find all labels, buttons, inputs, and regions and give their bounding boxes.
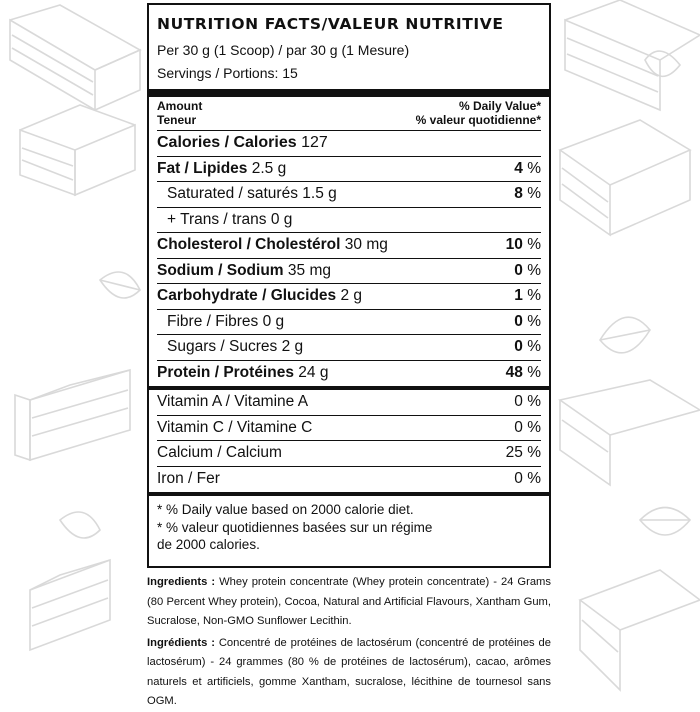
cake-slice-icon <box>560 380 700 485</box>
nutrient-amount: 0 g <box>262 312 285 330</box>
footnote-line: * % valeur quotidiennes basées sur un régime <box>157 519 433 535</box>
servings-count: Servings / Portions: 15 <box>157 65 298 81</box>
nutrient-dv: 8 <box>514 185 523 203</box>
nutrient-row-sodium <box>157 259 541 285</box>
nutrient-row-fat <box>157 157 541 183</box>
teneur-label: Teneur <box>157 113 197 127</box>
leaf-icon <box>600 317 650 353</box>
nutrient-name: Protein / Protéines <box>157 364 294 382</box>
nutrition-title: NUTRITION FACTS/VALEUR NUTRITIVE <box>157 15 504 33</box>
percent-sign: % <box>527 338 541 356</box>
percent-sign: % <box>527 236 541 254</box>
nutrient-name: Saturated / saturés <box>167 185 298 203</box>
footnote-line: de 2000 calories. <box>157 537 260 552</box>
vitamin-row-calcium <box>157 441 541 467</box>
daily-value-label-fr: % valeur quotidienne* <box>415 113 541 127</box>
footnote <box>157 496 541 554</box>
percent-sign: % <box>527 159 541 177</box>
cake-slice-icon <box>560 120 690 235</box>
nutrient-name: Fat / Lipides <box>157 159 248 177</box>
leaf-icon <box>100 272 140 298</box>
nutrient-dv: 4 <box>514 159 523 177</box>
nutrient-amount: 0 g <box>270 210 293 228</box>
vitamin-dv: 0 % <box>514 470 541 488</box>
nutrition-facts-panel <box>147 3 551 568</box>
ingredients-en-label: Ingredients : <box>147 576 216 588</box>
percent-sign: % <box>527 185 541 203</box>
nutrient-name: Carbohydrate / Glucides <box>157 287 337 305</box>
cake-slice-icon <box>30 560 110 650</box>
nutrient-amount: 30 mg <box>344 236 388 254</box>
cake-slice-icon <box>565 0 700 110</box>
vitamin-name: Calcium / Calcium <box>157 444 282 462</box>
nutrient-row-cholesterol <box>157 233 541 259</box>
vitamin-row-iron <box>157 467 541 493</box>
vitamin-name: Iron / Fer <box>157 470 220 488</box>
nutrient-amount: 2.5 g <box>251 159 287 177</box>
nutrient-dv: 48 <box>505 364 523 382</box>
percent-sign: % <box>527 261 541 279</box>
nutrient-dv: 0 <box>514 338 523 356</box>
vitamin-row-c <box>157 416 541 442</box>
cake-slice-icon <box>20 105 135 195</box>
ingredients-block <box>147 573 551 712</box>
nutrient-name: Fibre / Fibres <box>167 312 259 330</box>
nutrient-row-protein <box>157 361 541 387</box>
nutrient-name: Sodium / Sodium <box>157 261 284 279</box>
vitamin-dv: 0 % <box>514 393 541 411</box>
leaf-icon <box>60 512 100 538</box>
nutrient-name: + Trans / trans <box>167 210 267 228</box>
thick-rule <box>149 89 549 97</box>
vitamin-dv: 25 % <box>505 444 541 462</box>
nutrient-dv: 1 <box>514 287 523 305</box>
nutrient-name: Cholesterol / Cholestérol <box>157 236 341 254</box>
cake-slice-icon <box>10 5 140 110</box>
nutrient-amount: 2 g <box>281 338 304 356</box>
nutrient-name: Sugars / Sucres <box>167 338 278 356</box>
ingredients-fr-label: Ingrédients : <box>147 636 215 649</box>
nutrient-row-trans <box>157 208 541 234</box>
percent-sign: % <box>527 287 541 305</box>
calories-name: Calories / Calories <box>157 134 297 152</box>
nutrient-amount: 35 mg <box>287 261 331 279</box>
nutrient-dv: 0 <box>514 312 523 330</box>
vitamin-name: Vitamin C / Vitamine C <box>157 418 313 436</box>
vitamin-name: Vitamin A / Vitamine A <box>157 393 309 411</box>
ingredients-fr-text: Concentré de protéines de lactosérum (concentré de protéines de lactosérum) - 24 grammes (80 % de protéines de lactosérum), cacao, arômes naturels et artificiels, gomme Xantham, sucralose, lécithine de tournesol sans OGM. <box>147 636 551 707</box>
calories-row <box>157 131 541 157</box>
nutrient-row-carbohydrate <box>157 284 541 310</box>
amount-label: Amount <box>157 99 203 113</box>
leaf-icon <box>640 508 690 536</box>
cake-slice-icon <box>580 570 700 690</box>
ingredients-en <box>147 573 551 632</box>
daily-value-label-en: % Daily Value* <box>458 99 541 113</box>
cake-slice-icon <box>15 370 130 460</box>
ingredients-en-text: Whey protein concentrate (Whey protein concentrate) - 24 Grams (80 Percent Whey protein), Cocoa, Natural and Artificial Flavours, Xantham Gum, Sucralose, Non-GMO Sunflower Lecithin. <box>147 576 551 627</box>
vitamin-dv: 0 % <box>514 418 541 436</box>
serving-size: Per 30 g (1 Scoop) / par 30 g (1 Mesure) <box>157 42 410 58</box>
nutrient-row-fibre <box>157 310 541 336</box>
nutrient-dv: 10 <box>505 236 523 254</box>
vitamin-row-a <box>157 390 541 416</box>
footnote-line: * % Daily value based on 2000 calorie diet. <box>157 502 414 517</box>
nutrient-amount: 24 g <box>298 364 329 382</box>
nutrient-row-saturated <box>157 182 541 208</box>
nutrient-amount: 2 g <box>340 287 363 305</box>
column-header <box>157 97 541 130</box>
nutrient-dv: 0 <box>514 261 523 279</box>
percent-sign: % <box>527 364 541 382</box>
nutrient-row-sugars <box>157 335 541 361</box>
percent-sign: % <box>527 312 541 330</box>
nutrient-amount: 1.5 g <box>302 185 337 203</box>
calories-value: 127 <box>301 134 328 152</box>
